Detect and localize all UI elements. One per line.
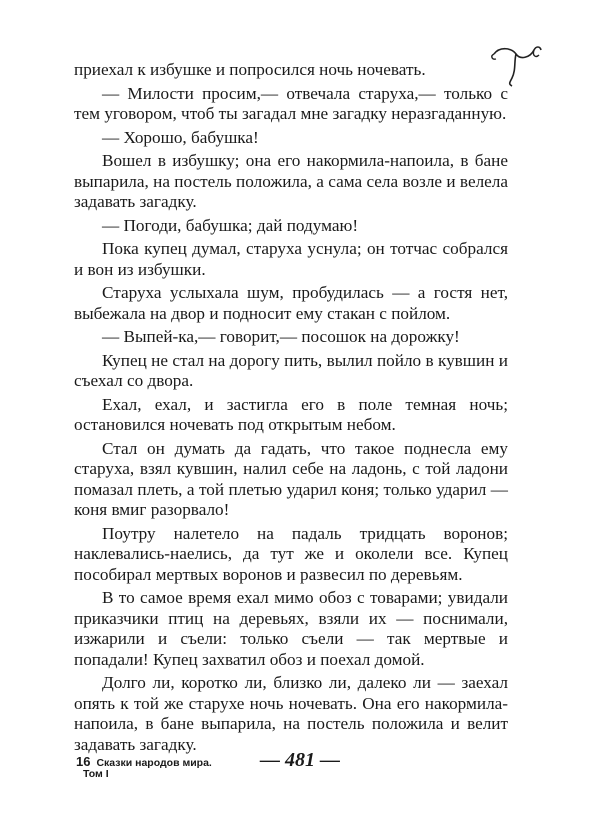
paragraph: — Милости просим,— отвечала старуха,— только с тем уговором, чтоб ты загадал мне загадку неразгаданную.: [74, 83, 508, 123]
paragraph: Вошел в избушку; она его накормила-напоила, в бане выпарила, на постель положила, а сама села возле и велела задавать загадку.: [74, 151, 508, 211]
paragraph: — Погоди, бабушка; дай подумаю!: [102, 215, 359, 235]
paragraph: Купец не стал на дорогу пить, вылил пойло в кувшин и съехал со двора.: [74, 350, 508, 390]
ornament-flourish-icon: [486, 40, 546, 90]
paragraph: Стал он думать да гадать, что такое поднесла ему старуха, взял кувшин, налил себе на ладонь, с той ладони помазал плеть, а той плетью ударил коня; только ударил — коня вмиг разорвало!: [74, 438, 508, 519]
paragraph: приехал к избушке и попросился ночь ночевать.: [74, 60, 426, 79]
signature-volume: Том I: [83, 768, 109, 780]
paragraph: Поутру налетело на падаль тридцать воронов; наклевались-наелись, да тут же и околели все. Купец пособирал мертвых воронов и развесил по деревьям.: [74, 523, 508, 584]
paragraph: Старуха услыхала шум, пробудилась — а гостя нет, выбежала на двор и подносит ему стакан с пойлом.: [74, 283, 508, 323]
body-text: [74, 60, 508, 758]
signature-number: 16: [76, 754, 91, 769]
signature-title: Сказки народов мира.: [96, 757, 212, 769]
paragraph: Долго ли, коротко ли, близко ли, далеко ли — заехал опять к той же старухе ночь ночевать. Она его накормила-напоила, в бане выпарила, на постель положила и велит задавать загадку.: [74, 673, 508, 754]
paragraph: — Выпей-ка,— говорит,— посошок на дорожку!: [102, 327, 460, 346]
paragraph: Пока купец думал, старуха уснула; он тотчас собрался и вон из избушки.: [74, 239, 508, 279]
page-number: — 481 —: [260, 749, 340, 771]
paragraph: В то самое время ехал мимо обоз с товарами; увидали приказчики птиц на деревьях, взяли их — поснимали, изжарили и съели: только съели — так мертвые и попадали! Купец захватил обоз и поехал домой.: [74, 588, 508, 669]
paragraph: — Хорошо, бабушка!: [102, 127, 259, 147]
paragraph: Ехал, ехал, и застигла его в поле темная ночь; остановился ночевать под открытым небом.: [74, 394, 508, 434]
